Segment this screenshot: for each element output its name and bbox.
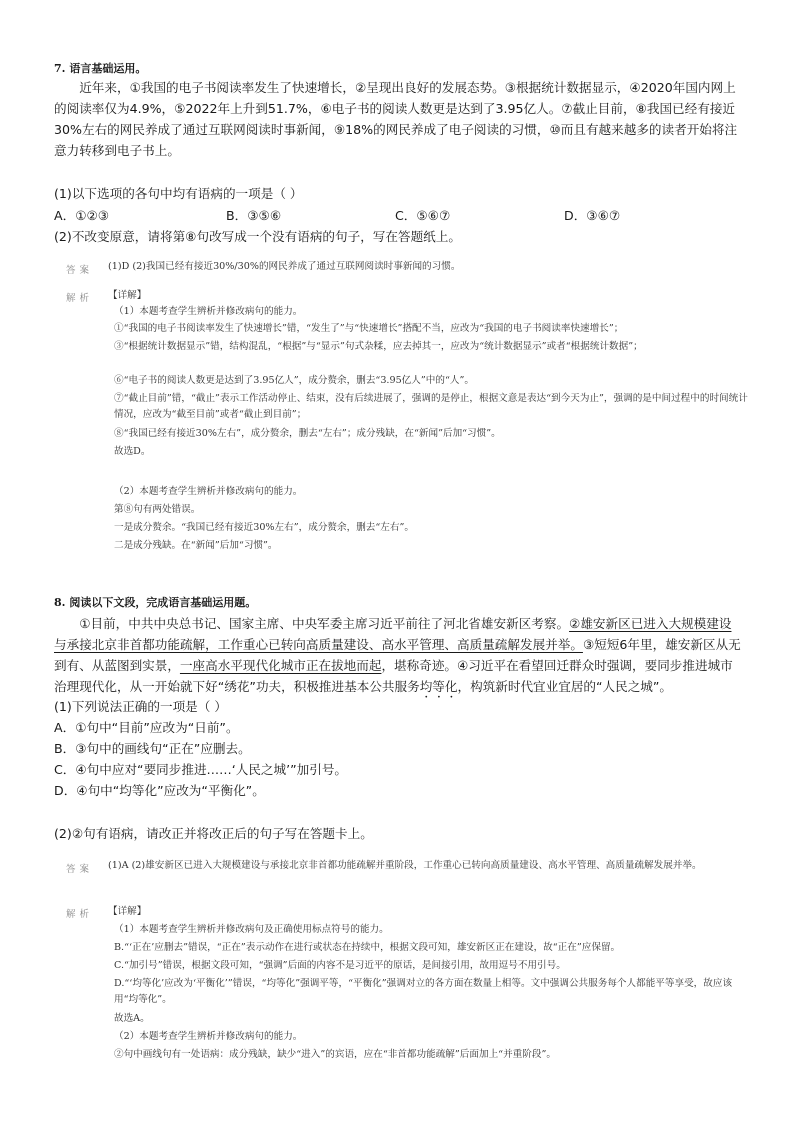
analysis-label: 解析: [66, 909, 94, 920]
question-7-sub1: (1)以下选项的各句中均有语病的一项是（ ）: [54, 186, 303, 201]
analysis-line: （1）本题考查学生辨析并修改病句及正确使用标点符号的能力。: [114, 924, 389, 935]
analysis-line: ①“我国的电子书阅读率发生了快速增长”错，“发生了”与“快速增长”搭配不当，应改为“我国的电子书阅读率快速增长”；: [114, 323, 624, 334]
question-8-title: 8. 阅读以下文段，完成语言基础运用题。: [54, 596, 257, 609]
answer-label: 答案: [66, 265, 94, 276]
question-8-passage: ①目前，中共中央总书记、国家主席、中央军委主席习近平前往了河北省雄安新区考察。②雄安新区已进入大规模建设与承接北京非首都功能疏解，工作重心已转向高质量建设、高水平管理、高质量疏解发展并举。③短短6年里，雄安新区从无到有、从蓝图到实景，一座高水平现代化城市正在拔地而起，堪称奇迹。④习近平在看望回迁群众时强调，要同步推进城市治理现代化，从一开始就下好“绣花”功夫，积极推进基本公共服务均等化，构筑新时代宜业宜居的“人民之城”。: [54, 616, 741, 694]
analysis-line: ②句中画线句有一处语病：成分残缺，缺少“进入”的宾语，应在“非首都功能疏解”后面加上“并重阶段”。: [114, 1049, 556, 1060]
analysis-label: 解析: [66, 293, 94, 304]
answer-label: 答案: [66, 864, 94, 875]
option-b: B．③⑤⑥: [226, 208, 282, 223]
question-7-title: 7. 语言基础运用。: [54, 62, 147, 75]
analysis-line: C.“加引号”错误，根据文段可知，“强调”后面的内容不是习近平的原话，是间接引用，故用逗号不用引号。: [114, 960, 566, 971]
question-8-sub1: (1)下列说法正确的一项是（ ）: [54, 699, 227, 714]
answer-text: (1)D (2)我国已经有接近30%/30%的网民养成了通过互联网阅读时事新闻的习惯。: [108, 261, 461, 272]
option-d: D．④句中“均等化”应改为“平衡化”。: [54, 783, 265, 798]
analysis-line: （1）本题考查学生辨析并修改病句的能力。: [114, 306, 303, 317]
analysis-line: （2）本题考查学生辨析并修改病句的能力。: [114, 486, 303, 497]
analysis-line: ⑦“截止目前”错，“截止”表示工作活动停止、结束，没有后续进展了，强调的是停止，根据文意是表达“到今天为止”，强调的是中间过程中的时间统计情况，应改为“截至目前”或者“截止到目前”；: [114, 393, 748, 420]
analysis-line: ⑧“我国已经有接近30%左右”，成分赘余，删去“左右”；成分残缺，在“新闻”后加“习惯”。: [114, 428, 501, 439]
analysis-line: ③“根据统计数据显示”错，结构混乱，“根据”与“显示”句式杂糅，应去掉其一，应改为“统计数据显示”或者“根据统计数据”；: [114, 341, 643, 352]
analysis-line: 第⑧句有两处错误。: [114, 504, 201, 515]
option-a: A．①②③: [54, 208, 110, 223]
option-c: C．④句中应对“要同步推进……‘人民之城’”加引号。: [54, 762, 348, 777]
analysis-line: ⑥“电子书的阅读人数更是达到了3.95亿人”，成分赘余，删去“3.95亿人”中的“人”。: [114, 375, 474, 386]
option-d: D．③⑥⑦: [564, 208, 621, 223]
analysis-line: 故选A。: [114, 1013, 150, 1024]
analysis-line: 二是成分残缺。在“新闻”后加“习惯”。: [114, 540, 278, 551]
question-7-passage: 近年来，①我国的电子书阅读率发生了快速增长，②呈现出良好的发展态势。③根据统计数据显示，④2020年国内网上的阅读率仅为4.9%，⑤2022年上升到51.7%，⑥电子书的阅读人数更是达到了3.95亿人。⑦截止目前，⑧我国已经有接近30%左右的网民养成了通过互联网阅读时事新闻，⑨18%的网民养成了电子阅读的习惯，⑩而且有越来越多的读者开始将注意力转移到电子书上。: [54, 80, 738, 158]
analysis-line: 【详解】: [108, 290, 147, 301]
underlined-sentence-3: 一座高水平现代化城市正在拔地而起: [179, 658, 382, 673]
analysis-line: 故选D。: [114, 446, 151, 457]
underlined-sentence-2: ②雄安新区已进入大规模建设与承接北京非首都功能疏解，工作重心已转向高质量建设、高水平管理、高质量疏解发展并举。: [54, 616, 732, 652]
question-8-sub2: (2)②句有语病，请改正并将改正后的句子写在答题卡上。: [54, 826, 373, 841]
dotted-word: 均等化: [419, 679, 458, 694]
analysis-line: D.“‘均等化’应改为‘平衡化’”错误，“均等化”强调平等，“平衡化”强调对立的各方面在数量上相等。文中强调公共服务每个人都能平等享受，故应该用“均等化”。: [114, 978, 733, 1005]
analysis-line: （2）本题考查学生辨析并修改病句的能力。: [114, 1031, 303, 1042]
option-a: A．①句中“目前”应改为“日前”。: [54, 720, 239, 735]
analysis-line: 一是成分赘余。“我国已经有接近30%左右”，成分赘余，删去“左右”。: [114, 522, 414, 533]
question-7-sub2: (2)不改变原意，请将第⑧句改写成一个没有语病的句子，写在答题纸上。: [54, 229, 461, 244]
answer-text: (1)A (2)雄安新区已进入大规模建设与承接北京非首都功能疏解并重阶段，工作重心已转向高质量建设、高水平管理、高质量疏解发展并举。: [108, 860, 702, 871]
analysis-line: 【详解】: [108, 906, 147, 917]
analysis-line: B.“‘正在’应删去”错误，“正在”表示动作在进行或状态在持续中，根据文段可知，雄安新区正在建设，故“正在”应保留。: [114, 942, 621, 953]
option-c: C．⑤⑥⑦: [395, 208, 451, 223]
question-7-options: [54, 205, 744, 225]
option-b: B．③句中的画线句“正在”应删去。: [54, 741, 251, 756]
